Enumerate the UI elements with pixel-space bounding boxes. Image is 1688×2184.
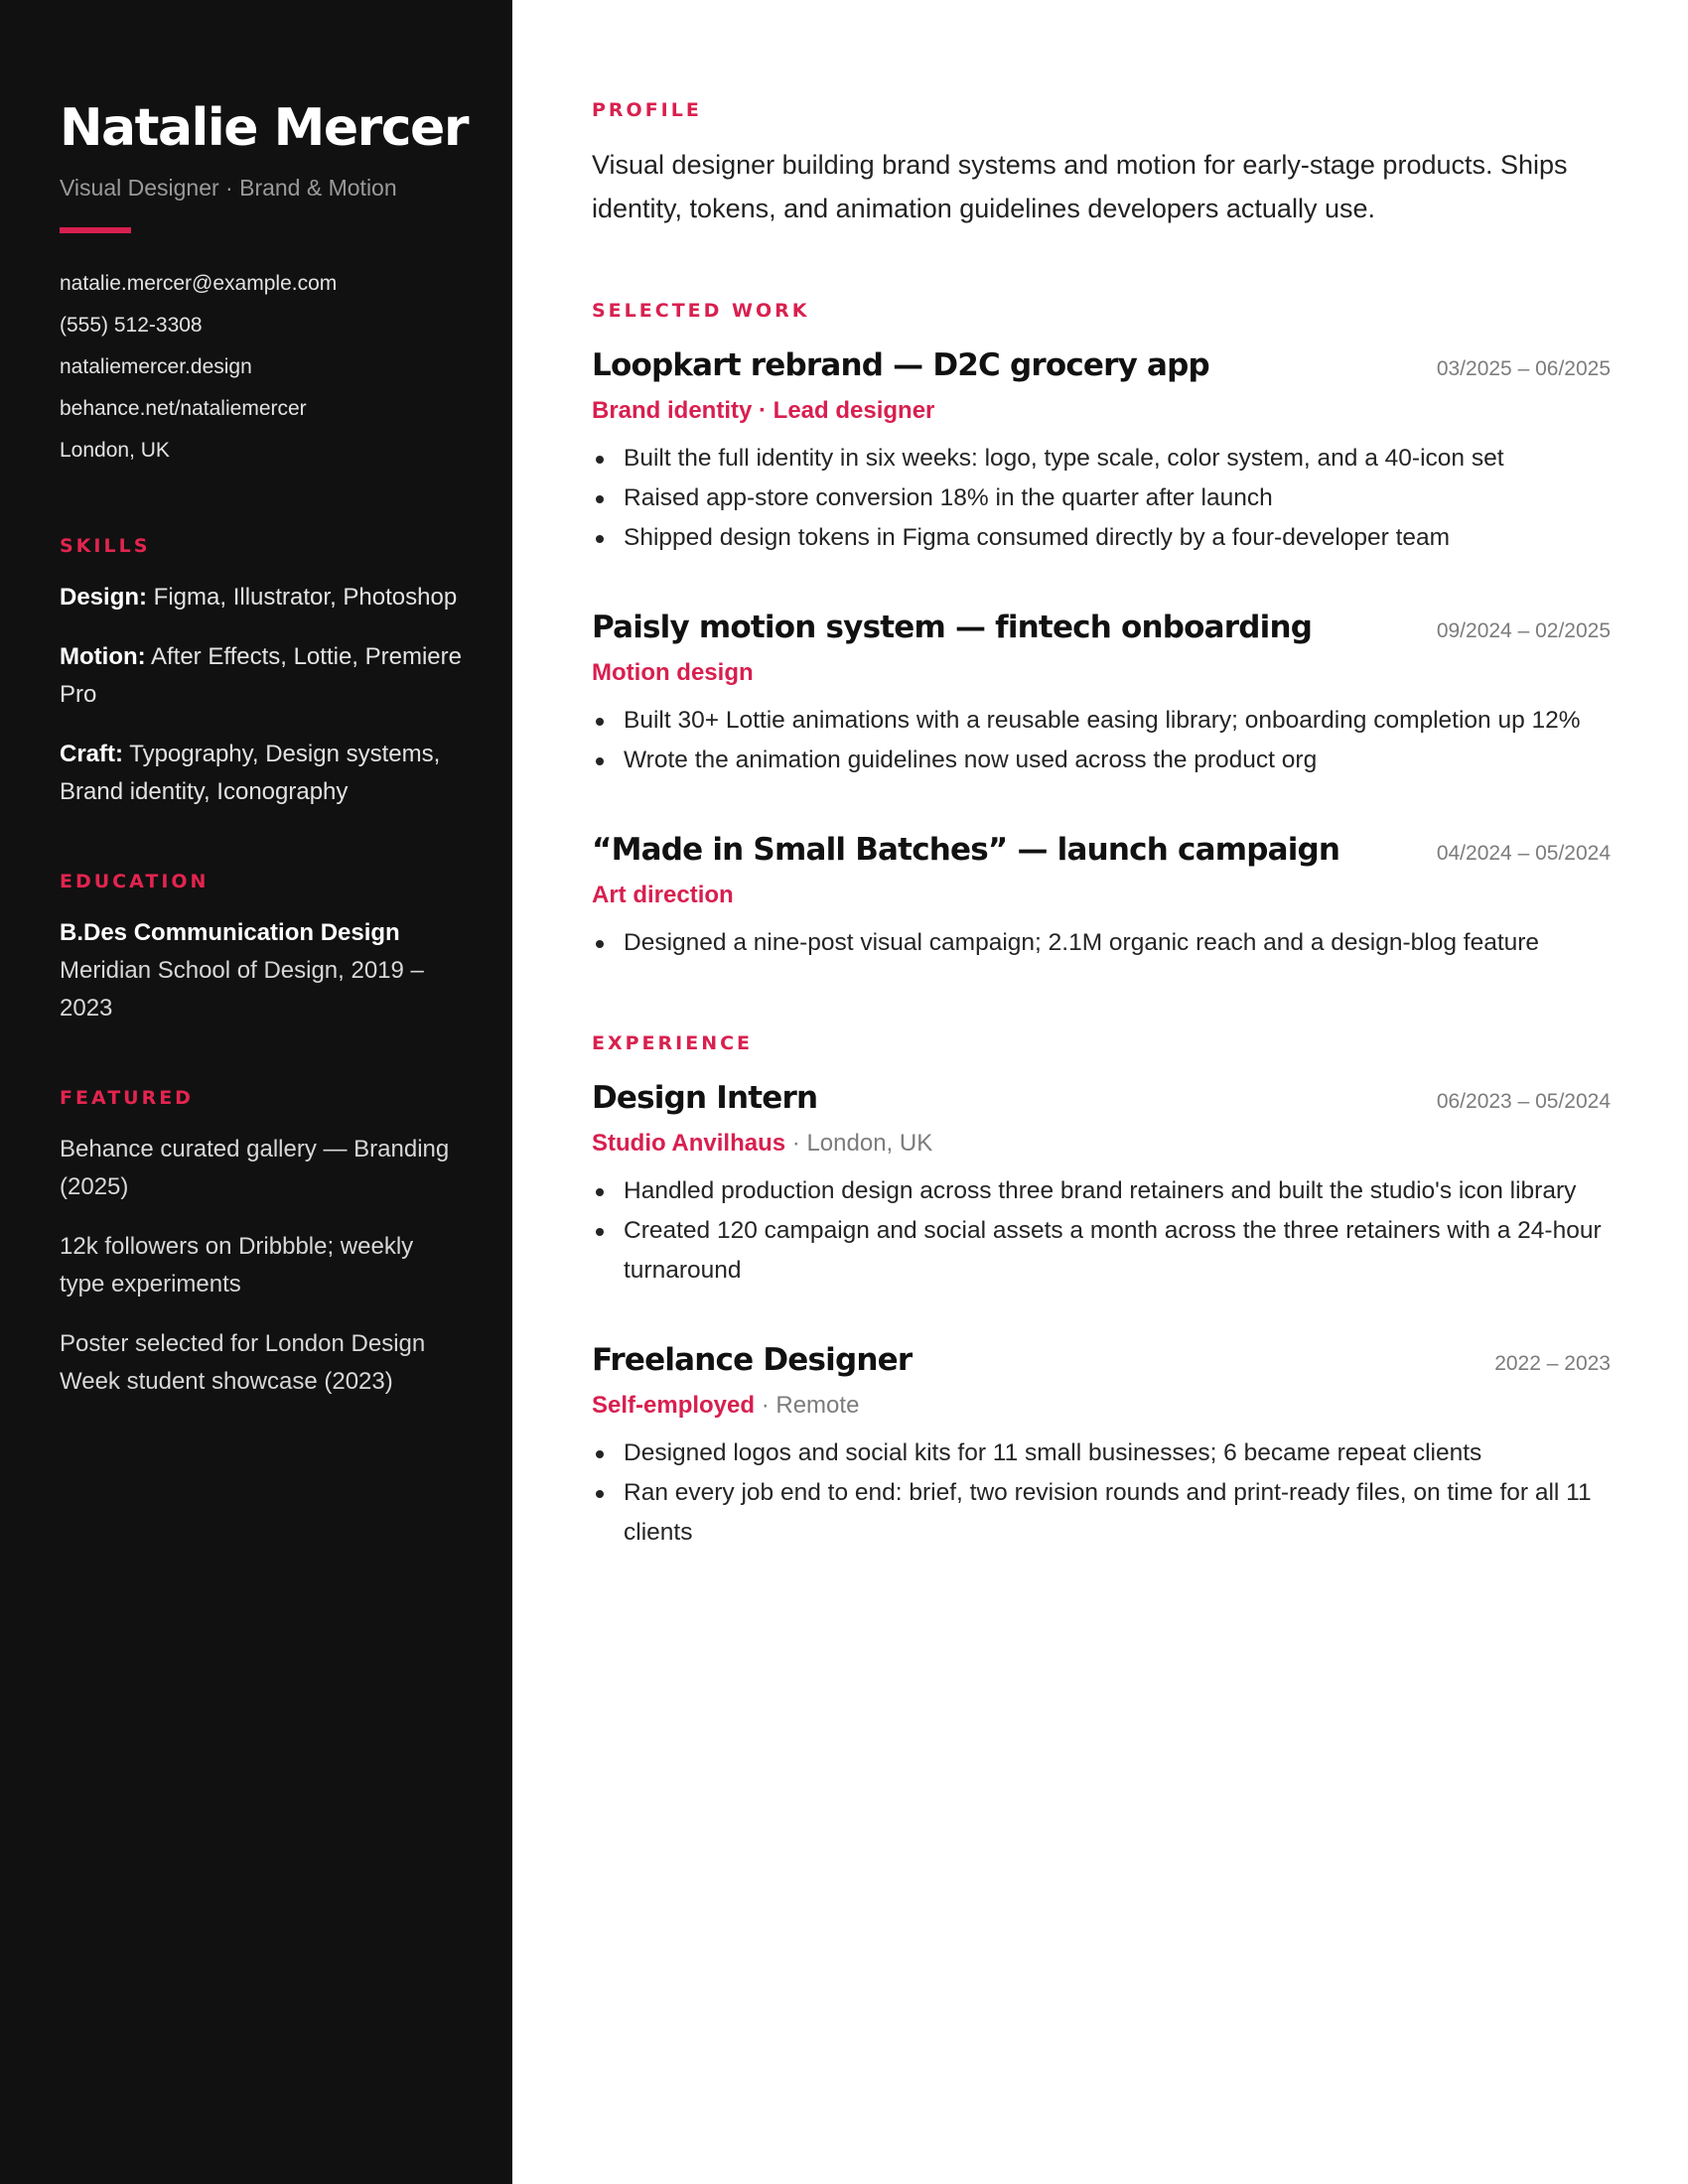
contact-behance[interactable]: behance.net/nataliemercer xyxy=(60,397,307,420)
experience-heading: EXPERIENCE xyxy=(592,1032,754,1054)
featured-item: Poster selected for London Design Week student showcase (2023) xyxy=(60,1330,426,1395)
skill-label: Design: xyxy=(60,584,148,611)
entry-location: · Remote xyxy=(755,1392,860,1419)
entry-company: Studio Anvilhaus xyxy=(592,1130,786,1157)
bullet-item: Built the full identity in six weeks: logo, type scale, color system, and a 40-icon set xyxy=(592,439,1611,478)
work-entry xyxy=(592,610,1611,780)
bullet-item: Designed a nine-post visual campaign; 2.1M organic reach and a design-blog feature xyxy=(592,923,1611,963)
experience-entry xyxy=(592,1080,1611,1291)
selected-work-heading: SELECTED WORK xyxy=(592,300,810,322)
entry-role: Art direction xyxy=(592,882,734,908)
entry-date: 2022 – 2023 xyxy=(1494,1352,1611,1375)
entry-subtitle xyxy=(592,659,1611,687)
skill-value: Typography, Design systems, Brand identity, Iconography xyxy=(60,741,441,805)
entry-bullets xyxy=(592,701,1611,780)
work-entry xyxy=(592,832,1611,963)
entry-bullets xyxy=(592,439,1611,558)
skill-label: Craft: xyxy=(60,741,123,767)
entry-subtitle xyxy=(592,882,1611,909)
skill-craft xyxy=(60,736,463,811)
main-content xyxy=(512,0,1688,2184)
bullet-item: Raised app-store conversion 18% in the quarter after launch xyxy=(592,478,1611,518)
entry-date: 04/2024 – 05/2024 xyxy=(1436,842,1611,865)
bullet-item: Handled production design across three brand retainers and built the studio's icon library xyxy=(592,1171,1611,1211)
skill-design xyxy=(60,579,463,616)
experience-section xyxy=(592,1032,1611,1553)
entry-date: 09/2024 – 02/2025 xyxy=(1436,619,1611,642)
entry-role: Brand identity · Lead designer xyxy=(592,397,935,424)
entry-bullets xyxy=(592,923,1611,963)
bullet-item: Wrote the animation guidelines now used across the product org xyxy=(592,741,1611,780)
entry-subtitle xyxy=(592,397,1611,425)
entry-header xyxy=(592,832,1611,868)
featured-item: 12k followers on Dribbble; weekly type experiments xyxy=(60,1233,414,1297)
profile-heading: PROFILE xyxy=(592,99,702,121)
skill-value: After Effects, Lottie, Premiere Pro xyxy=(60,643,462,708)
skills-heading: SKILLS xyxy=(60,535,151,557)
bullet-item: Created 120 campaign and social assets a month across the three retainers with a 24-hour turnaround xyxy=(592,1211,1611,1291)
entry-title: Design Intern xyxy=(592,1080,818,1116)
contact-location: London, UK xyxy=(60,439,170,462)
entry-header xyxy=(592,1080,1611,1116)
entry-header xyxy=(592,610,1611,645)
entry-location: · London, UK xyxy=(785,1130,933,1157)
entry-subtitle xyxy=(592,1392,1611,1420)
featured-heading: FEATURED xyxy=(60,1087,194,1109)
education-degree: B.Des Communication Design xyxy=(60,919,400,946)
candidate-tagline: Visual Designer · Brand & Motion xyxy=(60,175,397,201)
work-entry xyxy=(592,347,1611,558)
accent-divider xyxy=(60,227,131,233)
entry-company: Self-employed xyxy=(592,1392,756,1419)
entry-bullets xyxy=(592,1433,1611,1553)
skill-motion xyxy=(60,638,463,714)
entry-date: 03/2025 – 06/2025 xyxy=(1436,357,1611,380)
entry-date: 06/2023 – 05/2024 xyxy=(1436,1090,1611,1113)
bullet-item: Built 30+ Lottie animations with a reusable easing library; onboarding completion up 12% xyxy=(592,701,1611,741)
bullet-item: Shipped design tokens in Figma consumed directly by a four-developer team xyxy=(592,518,1611,558)
experience-entry xyxy=(592,1342,1611,1553)
skill-label: Motion: xyxy=(60,643,146,670)
education-section xyxy=(60,871,463,1027)
entry-title: “Made in Small Batches” — launch campaign xyxy=(592,832,1340,868)
sidebar xyxy=(0,0,512,2184)
selected-work-section xyxy=(592,300,1611,963)
education-heading: EDUCATION xyxy=(60,871,210,892)
skill-value: Figma, Illustrator, Photoshop xyxy=(147,584,458,611)
entry-header xyxy=(592,1342,1611,1378)
entry-bullets xyxy=(592,1171,1611,1291)
featured-section xyxy=(60,1087,463,1401)
education-school: Meridian School of Design, 2019 – 2023 xyxy=(60,957,424,1022)
featured-item: Behance curated gallery — Branding (2025) xyxy=(60,1136,450,1200)
entry-title: Loopkart rebrand — D2C grocery app xyxy=(592,347,1209,383)
entry-title: Freelance Designer xyxy=(592,1342,913,1378)
entry-subtitle xyxy=(592,1130,1611,1158)
contact-list xyxy=(60,263,463,472)
bullet-item: Designed logos and social kits for 11 small businesses; 6 became repeat clients xyxy=(592,1433,1611,1473)
entry-role: Motion design xyxy=(592,659,754,686)
entry-header xyxy=(592,347,1611,383)
bullet-item: Ran every job end to end: brief, two revision rounds and print-ready files, on time for all 11 clients xyxy=(592,1473,1611,1553)
profile-section xyxy=(592,99,1611,230)
contact-email[interactable]: natalie.mercer@example.com xyxy=(60,272,338,295)
entry-title: Paisly motion system — fintech onboarding xyxy=(592,610,1313,645)
contact-phone[interactable]: (555) 512-3308 xyxy=(60,314,203,337)
contact-website[interactable]: nataliemercer.design xyxy=(60,355,252,378)
candidate-name: Natalie Mercer xyxy=(60,98,468,158)
skills-section xyxy=(60,535,463,811)
profile-summary: Visual designer building brand systems and motion for early-stage products. Ships identity, tokens, and animation guidelines developers actually use. xyxy=(592,150,1568,223)
